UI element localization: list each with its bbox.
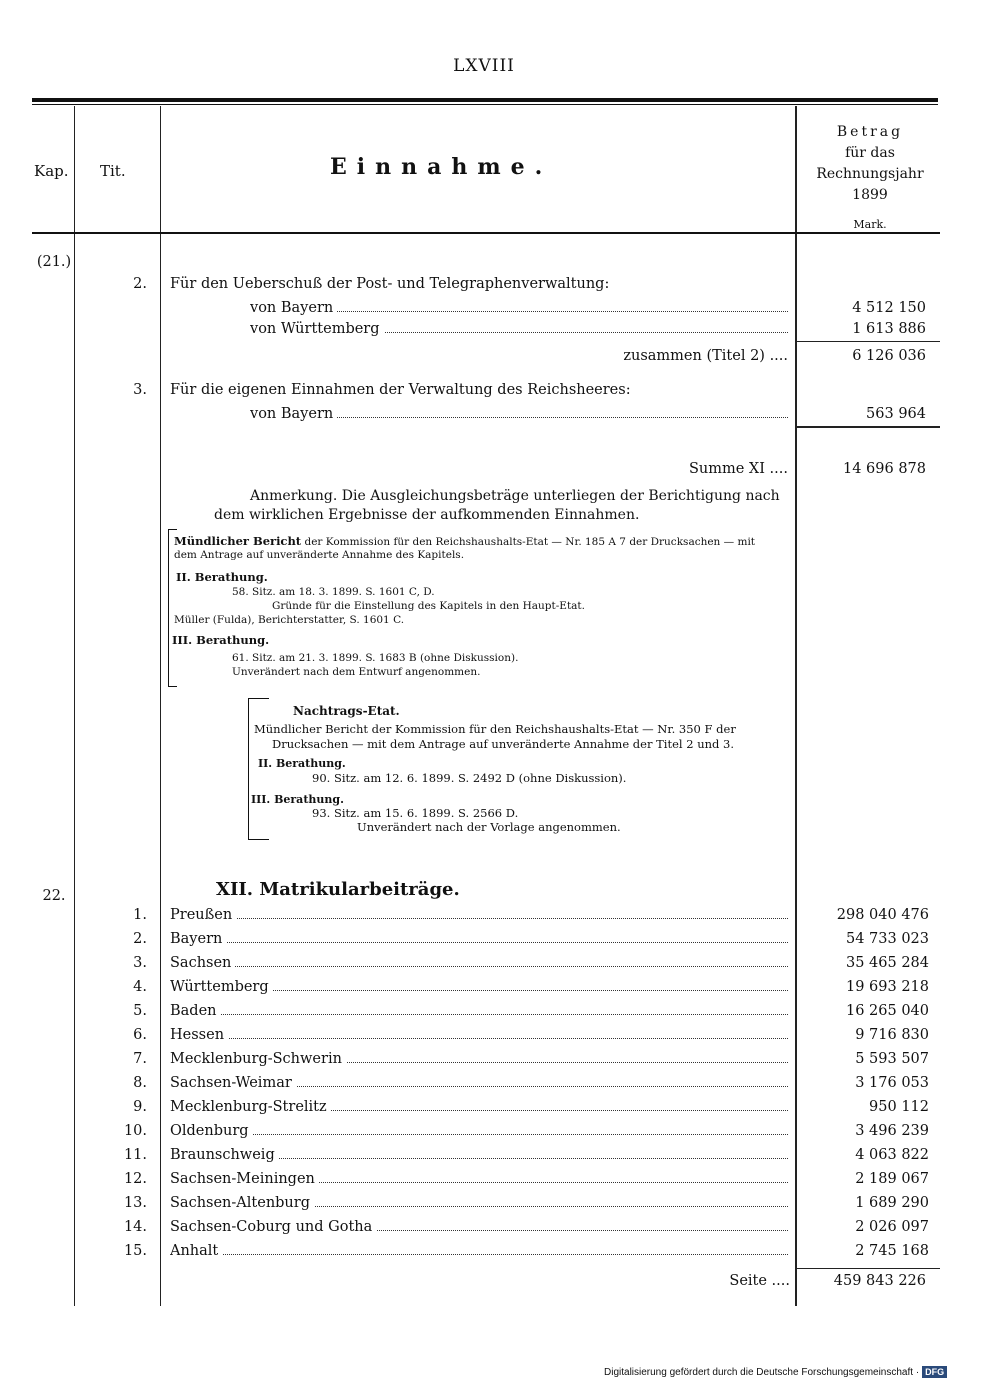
state-name: Braunschweig [170, 1147, 279, 1163]
row-state [170, 1123, 788, 1139]
bracket-heading: Nachtrags-Etat. [293, 704, 400, 718]
kap-number: (21.) [36, 254, 72, 270]
sub-entry-label: von Bayern [250, 406, 337, 422]
row-number: 15. [123, 1243, 147, 1259]
row-amount: 2 026 097 [855, 1219, 929, 1235]
column-divider-amount [795, 106, 797, 1306]
dfg-logo: DFG [922, 1366, 947, 1378]
bracket-heading: III. Berathung. [172, 633, 270, 647]
row-number: 13. [123, 1195, 147, 1211]
column-divider-kap [74, 106, 75, 1306]
state-name: Hessen [170, 1027, 228, 1043]
page-number: LXVIII [453, 56, 515, 76]
subtotal-rule [797, 341, 940, 342]
sub-entry-label: von Württemberg [250, 321, 384, 337]
row-state [170, 1243, 788, 1259]
sub-entry [250, 406, 788, 422]
state-name: Württemberg [170, 979, 273, 995]
bracket-bold-label: Mündlicher Bericht [174, 534, 302, 548]
state-name: Oldenburg [170, 1123, 253, 1139]
state-name: Baden [170, 1003, 221, 1019]
row-state [170, 1171, 788, 1187]
row-state [170, 1075, 788, 1091]
amount: 4 512 150 [852, 300, 926, 316]
row-state [170, 1003, 788, 1019]
bracket-line: Drucksachen — mit dem Antrage auf unveränderte Annahme der Titel 2 und 3. [272, 737, 735, 751]
row-number: 4. [133, 979, 147, 995]
digitization-credit: Digitalisierung gefördert durch die Deutsche Forschungsgemeinschaft · DFG [604, 1366, 947, 1378]
section-title: XII. Matrikularbeiträge. [216, 879, 460, 900]
amount: 1 613 886 [852, 321, 926, 337]
bracket-line: 61. Sitz. am 21. 3. 1899. S. 1683 B (ohne Diskussion). [232, 652, 519, 664]
amount-header-line: 1899 [852, 187, 888, 203]
dot-leader [170, 966, 788, 967]
title-entry: Für die eigenen Einnahmen der Verwaltung des Reichsheeres: [170, 382, 631, 398]
state-name: Sachsen-Coburg und Gotha [170, 1219, 376, 1235]
row-state [170, 1147, 788, 1163]
bracket-line: 93. Sitz. am 15. 6. 1899. S. 2566 D. [312, 806, 519, 820]
row-amount: 5 593 507 [855, 1051, 929, 1067]
row-state [170, 931, 788, 947]
dot-leader [170, 1134, 788, 1135]
row-amount: 19 693 218 [845, 979, 929, 995]
row-state [170, 907, 788, 923]
sub-entry-label: von Bayern [250, 300, 337, 316]
dot-leader [170, 942, 788, 943]
bracket-heading: II. Berathung. [176, 570, 268, 584]
row-amount: 1 689 290 [855, 1195, 929, 1211]
bracket-line: dem Antrage auf unveränderte Annahme des Kapitels. [174, 549, 465, 561]
bracket-line: Gründe für die Einstellung des Kapitels in den Haupt-Etat. [272, 600, 585, 612]
sub-entry [250, 300, 788, 316]
header-rule-thin [32, 104, 938, 105]
state-name: Bayern [170, 931, 226, 947]
row-amount: 9 716 830 [855, 1027, 929, 1043]
column-header-kap: Kap. [34, 162, 69, 180]
page-total-rule [797, 1268, 940, 1269]
bracket-line: Unverändert nach dem Entwurf angenommen. [232, 666, 481, 678]
row-amount: 3 496 239 [855, 1123, 929, 1139]
amount-header-line: für das [845, 145, 895, 161]
sum-label: Summe XI .... [688, 461, 788, 477]
row-amount: 2 745 168 [855, 1243, 929, 1259]
row-amount: 4 063 822 [855, 1147, 929, 1163]
row-amount: 54 733 023 [845, 931, 929, 947]
bracket-line: Müller (Fulda), Berichterstatter, S. 1601 C. [174, 614, 405, 626]
bracket-line: 90. Sitz. am 12. 6. 1899. S. 2492 D (ohne Diskussion). [312, 771, 627, 785]
row-number: 11. [123, 1147, 147, 1163]
row-state [170, 1099, 788, 1115]
row-number: 9. [133, 1099, 147, 1115]
kap-number: 22. [42, 888, 66, 904]
row-number: 7. [133, 1051, 147, 1067]
dot-leader [170, 918, 788, 919]
tit-number: 2. [133, 276, 147, 292]
column-divider-tit [160, 106, 161, 1306]
state-name: Mecklenburg-Strelitz [170, 1099, 331, 1115]
row-number: 1. [133, 907, 147, 923]
bracket-heading: II. Berathung. [258, 757, 346, 770]
row-number: 8. [133, 1075, 147, 1091]
title-entry: Für den Ueberschuß der Post- und Telegraphenverwaltung: [170, 276, 610, 292]
state-name: Sachsen [170, 955, 235, 971]
amount: 563 964 [866, 406, 926, 422]
column-header-amount [802, 122, 938, 235]
state-name: Anhalt [170, 1243, 222, 1259]
state-name: Sachsen-Altenburg [170, 1195, 314, 1211]
row-amount: 3 176 053 [855, 1075, 929, 1091]
row-state [170, 1051, 788, 1067]
row-amount: 298 040 476 [836, 907, 929, 923]
row-state [170, 1219, 788, 1235]
row-state [170, 1195, 788, 1211]
subtotal-rule [797, 426, 940, 428]
row-number: 6. [133, 1027, 147, 1043]
bracket-line: Unverändert nach der Vorlage angenommen. [357, 820, 621, 834]
dot-leader [170, 1038, 788, 1039]
column-header-title: Einnahme. [330, 154, 553, 180]
note-line: dem wirklichen Ergebnisse der aufkommenden Einnahmen. [214, 507, 640, 523]
note-line: Anmerkung. Die Ausgleichungsbeträge unterliegen der Berichtigung nach [250, 488, 780, 504]
amount-header-line: Betrag [836, 124, 904, 140]
row-amount: 35 465 284 [845, 955, 929, 971]
state-name: Mecklenburg-Schwerin [170, 1051, 346, 1067]
header-rule-thick [32, 98, 938, 102]
row-state [170, 979, 788, 995]
state-name: Sachsen-Weimar [170, 1075, 296, 1091]
amount: 14 696 878 [842, 461, 926, 477]
state-name: Preußen [170, 907, 236, 923]
credit-text: Digitalisierung gefördert durch die Deutsche Forschungsgemeinschaft [604, 1367, 914, 1378]
column-header-tit: Tit. [100, 162, 126, 180]
row-number: 2. [133, 931, 147, 947]
row-state [170, 955, 788, 971]
row-number: 10. [123, 1123, 147, 1139]
sub-entry [250, 321, 788, 337]
row-amount: 950 112 [869, 1099, 929, 1115]
row-amount: 16 265 040 [845, 1003, 929, 1019]
tit-number: 3. [133, 382, 147, 398]
dot-leader [170, 1254, 788, 1255]
bracket-line: 58. Sitz. am 18. 3. 1899. S. 1601 C, D. [232, 586, 435, 598]
bracket-text: der Kommission für den Reichshaushalts-Etat — Nr. 185 A 7 der Drucksachen — mit [304, 536, 756, 548]
header-bottom-rule [32, 232, 940, 234]
row-number: 14. [123, 1219, 147, 1235]
bracket-line: Mündlicher Bericht der Kommission für den Reichshaushalts-Etat — Nr. 350 F der [254, 722, 736, 736]
subtotal-label: zusammen (Titel 2) .... [623, 348, 788, 364]
amount-header-unit: Mark. [853, 218, 887, 231]
row-amount: 2 189 067 [855, 1171, 929, 1187]
dot-leader [170, 1014, 788, 1015]
row-number: 12. [123, 1171, 147, 1187]
row-number: 3. [133, 955, 147, 971]
page-total-label: Seite .... [729, 1273, 790, 1289]
page-total-amount: 459 843 226 [833, 1273, 926, 1289]
row-state [170, 1027, 788, 1043]
amount-header-line: Rechnungsjahr [816, 166, 924, 182]
state-name: Sachsen-Meiningen [170, 1171, 319, 1187]
bracket-heading: III. Berathung. [251, 793, 344, 806]
row-number: 5. [133, 1003, 147, 1019]
bracket-line [174, 534, 755, 549]
amount: 6 126 036 [852, 348, 926, 364]
